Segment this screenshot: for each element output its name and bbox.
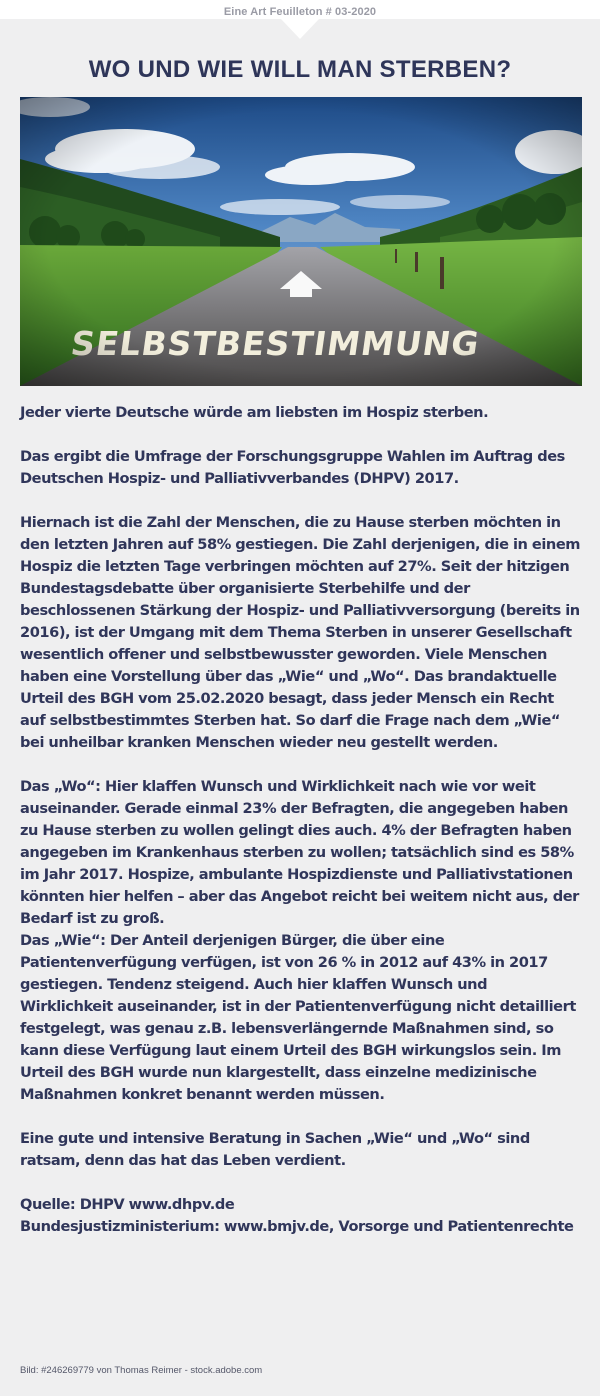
image-credit: Bild: #246269779 von Thomas Reimer - stock.adobe.com xyxy=(20,1365,263,1376)
series-label: Eine Art Feuilleton # 03-2020 xyxy=(223,6,377,18)
paragraph-intro: Jeder vierte Deutsche würde am liebsten im Hospiz sterben. xyxy=(20,404,489,421)
article-image xyxy=(20,97,582,386)
header-bar xyxy=(0,0,600,19)
paragraph-survey: Das ergibt die Umfrage der Forschungsgruppe Wahlen im Auftrag des Deutschen Hospiz- und Palliativverbandes (DHPV) 2017. xyxy=(20,448,565,487)
source-line-2: Bundesjustizministerium: www.bmjv.de, Vorsorge und Patientenrechte xyxy=(20,1218,574,1235)
article-body xyxy=(20,402,582,1238)
paragraph-numbers: Hiernach ist die Zahl der Menschen, die zu Hause sterben möchten in den letzten Jahren auf 58% gestiegen. Die Zahl derjenigen, die in einem Hospiz die letzten Tage verbringen möchten auf 27%. Seit der hitzigen Bundestagsdebatte über organisierte Sterbehilfe und der beschlossenen Stärkung der Hospiz- und Palliativversorgung (bereits in 2016), ist der Umgang mit dem Thema Sterben in unserer Gesellschaft wesentlich offener und selbstbewusster geworden. Viele Menschen haben eine Vorstellung über das „Wie“ und „Wo“. Das brandaktuelle Urteil des BGH vom 25.02.2020 besagt, dass jeder Mensch ein Recht auf selbstbestimmtes Sterben hat. So darf die Frage nach dem „Wie“ bei unheilbar kranken Menschen wieder neu gestellt werden. xyxy=(20,514,581,751)
header-notch xyxy=(281,19,319,39)
sources xyxy=(20,1194,582,1238)
paragraph-wo: Das „Wo“: Hier klaffen Wunsch und Wirklichkeit nach wie vor weit auseinander. Gerade einmal 23% der Befragten, die angegeben haben zu Hause sterben zu wollen gelingt dies auch. 4% der Befragten haben angegeben im Krankenhaus sterben zu wollen; tatsächlich sind es 58% im Jahr 2017. Hospize, ambulante Hospizdienste und Palliativstationen könnten hier helfen – aber das Angebot reicht bei weitem nicht aus, der Bedarf ist zu groß. xyxy=(20,778,579,927)
paragraph-wie: Das „Wie“: Der Anteil derjenigen Bürger, die über eine Patientenverfügung verfügen, ist von 26 % in 2012 auf 43% in 2017 gestiegen. Tendenz steigend. Auch hier klaffen Wunsch und Wirklichkeit auseinander, ist in der Patientenverfügung nicht detailliert festgelegt, was genau z.B. lebensverlängernde Maßnahmen sind, so kann diese Verfügung laut einem Urteil des BGH wirkungslos sein. Im Urteil des BGH wurde nun klargestellt, dass einzelne medizinische Maßnahmen konkret benannt werden müssen. xyxy=(20,932,576,1103)
source-line-1: Quelle: DHPV www.dhpv.de xyxy=(20,1196,235,1213)
paragraph-advice: Eine gute und intensive Beratung in Sachen „Wie“ und „Wo“ sind ratsam, denn das hat das Leben verdient. xyxy=(20,1130,530,1169)
article-title: WO UND WIE WILL MAN STERBEN? xyxy=(88,56,512,83)
